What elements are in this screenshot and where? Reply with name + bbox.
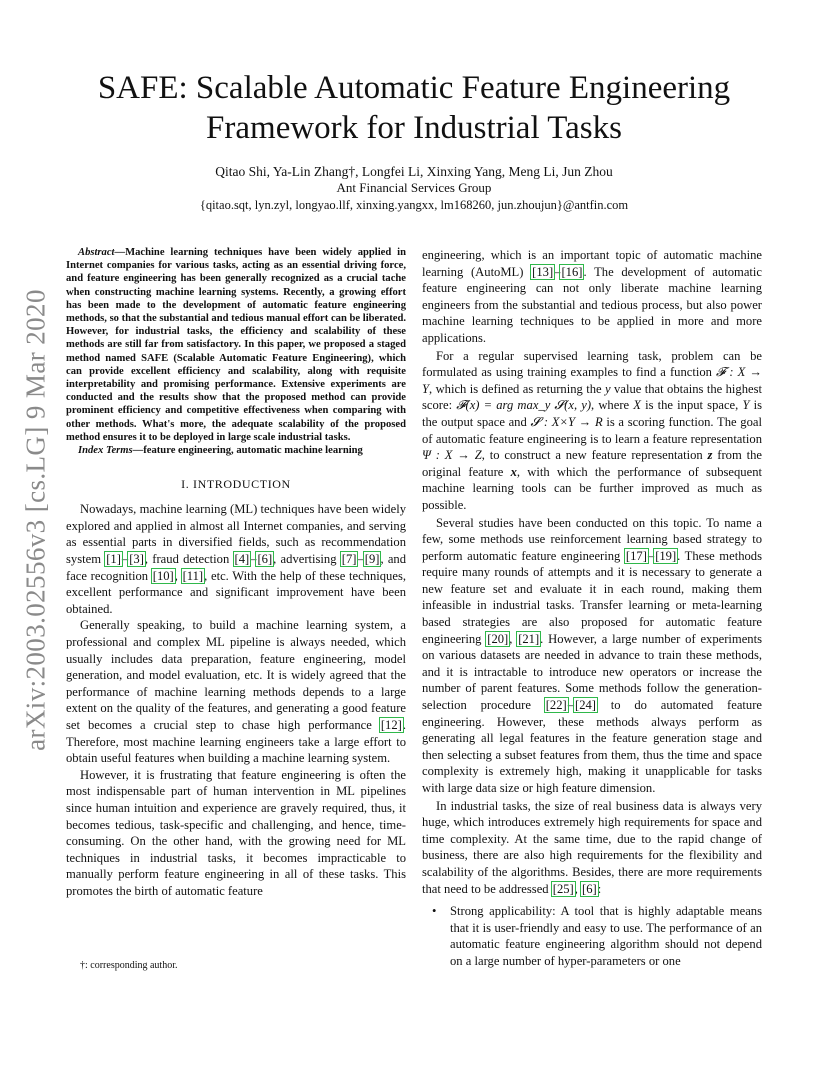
text-run: engineering, which is an important topic of automatic machine learning (AutoML) [422, 248, 762, 279]
intro-paragraph-4 [422, 247, 762, 347]
citation-link[interactable]: [11] [182, 568, 204, 583]
citation-link[interactable]: [3] [129, 552, 144, 567]
math-expression: z [707, 448, 713, 463]
citation-link[interactable]: [12] [380, 717, 402, 732]
text-run: is a scoring function. The goal of automatic feature engineering is to learn a feature representation [422, 414, 762, 446]
text-run: , and face recognition [66, 552, 407, 583]
citation-link[interactable]: [10] [152, 568, 174, 583]
text-run: – [121, 552, 129, 567]
text-run: . However, a large number of experiments on various datasets are needed in advance to train these methods, and it is intractable to introduce new operators or increase the number of parent features. Some methods follow the generation-selection procedure [422, 631, 762, 713]
text-run: value that obtains the highest score: [422, 381, 763, 413]
text-run: , to construct a new feature representation [481, 448, 708, 463]
bullet-icon: • [432, 904, 437, 919]
math-expression: y [605, 381, 611, 396]
arxiv-identifier: arXiv:2003.02556v3 [cs.LG] 9 Mar 2020 [20, 289, 51, 751]
math-expression: X [633, 398, 641, 413]
text-run: – [357, 552, 364, 567]
math-expression: Y [742, 398, 750, 413]
citation-link[interactable]: [25] [552, 881, 574, 896]
text-run: from the original feature [422, 448, 762, 479]
paper-title [60, 68, 768, 148]
citation-link[interactable]: [19] [655, 548, 677, 563]
text-run: . Therefore, most machine learning engineers take a large effort to obtain useful features when building a machine learning system. [66, 717, 406, 766]
intro-paragraph-6 [422, 515, 762, 797]
text-run: – [250, 552, 257, 567]
text-run: , [574, 881, 582, 896]
citation-link[interactable]: [17] [625, 548, 647, 563]
text-run: to do automated feature engineering. However, these methods always perform as generating all legal features in the feature generation stage and then selecting a subset features from them, thus the time and space complexity is extremely high, making it unapplicable for tasks with large data size or high feature dimension. [422, 698, 762, 795]
text-run: is the output space and [422, 398, 762, 429]
citation-link[interactable]: [4] [234, 552, 250, 567]
citation-link[interactable]: [9] [364, 552, 380, 567]
section-heading-introduction: I. INTRODUCTION [181, 477, 291, 492]
text-run: For a regular supervised learning task, problem can be formulated as using training examples to find a function [422, 348, 762, 380]
index-terms-label: Index Terms [78, 445, 133, 457]
citation-link[interactable]: [22] [545, 698, 567, 713]
intro-paragraph-7 [422, 798, 762, 898]
arxiv-sidebar-stamp [14, 290, 58, 750]
math-expression: 𝓢 : X×Y → R [530, 414, 603, 429]
citation-link[interactable]: [7] [341, 552, 357, 567]
text-run: : [597, 881, 602, 896]
intro-paragraph-5 [422, 348, 762, 514]
math-expression: x [510, 464, 517, 479]
bullet-item-strong-applicability [422, 903, 762, 969]
citation-link[interactable]: [1] [106, 552, 121, 567]
citation-link[interactable]: [6] [257, 552, 273, 567]
title-line-1: SAFE: Scalable Automatic Feature Engineering [97, 70, 731, 106]
text-run: Nowadays, machine learning (ML) techniques have been widely explored and applied in almost all Internet companies, and serving as essential parts in diversified fields, such as recommendation system [66, 502, 406, 567]
text-run: is the input space, [640, 398, 743, 413]
author-emails: {qitao.sqt, lyn.zyl, longyao.llf, xinxing.yangxx, lm168260, jun.zhoujun}@antfin.com [199, 198, 629, 212]
affiliation: Ant Financial Services Group [336, 180, 492, 195]
right-column [422, 246, 762, 970]
text-run: , fraud detection [144, 552, 234, 567]
abstract-label: Abstract [78, 247, 115, 258]
author-list: Qitao Shi, Ya-Lin Zhang†, Longfei Li, Xinxing Yang, Meng Li, Jun Zhou [215, 164, 613, 179]
bullet-text: Strong applicability: A tool that is highly adaptable means that it is user-friendly and easy to use. The performance of an automatic feature engineering algorithm should not depend on a large number of hyper-parameters or one [450, 904, 762, 968]
index-terms [66, 444, 406, 457]
footnote: †: corresponding author. [80, 960, 178, 971]
text-run: , where [591, 398, 634, 413]
math-expression: Ψ : X → Z [422, 448, 482, 463]
abstract [66, 246, 406, 444]
citation-link[interactable]: [13] [532, 264, 554, 279]
intro-paragraph-2 [66, 617, 406, 766]
index-terms-text: —feature engineering, automatic machine learning [132, 445, 363, 457]
text-run: , etc. With the help of these techniques, excellent performance and significant improvement have been obtained. [66, 568, 406, 616]
text-run: – [554, 264, 561, 279]
text-run: Generally speaking, to build a machine learning system, a professional and complex ML pipeline is always needed, which usually includes data preparation, feature engineering, model generation, and model evaluation, etc. It is widely agreed that the performance of machine learning methods depends to a large extent on the quality of the features, and generating a good feature set becomes a crucial step to chase high performance [66, 618, 406, 732]
citation-link[interactable]: [21] [518, 631, 540, 646]
text-run: – [567, 698, 574, 713]
abstract-text: —Machine learning techniques have been widely applied in Internet companies for various tasks, acting as an essential driving force, and feature engineering has been generally recognized as a crucial tache when constructing machine learning systems. Recently, a growing effort has been made to the development of automatic feature engineering methods, so that the substantial and tedious manual effort can be liberated. However, for industrial tasks, the efficiency and scalability of these methods are still far from satisfactory. In this paper, we proposed a staged method named SAFE (Scalable Automatic Feature Engineering), which can provide excellent efficiency and scalability, along with requisite interpretability and promising performance. Extensive experiments are conducted and the results show that the proposed method can provide prominent efficiency and competitive effectiveness when comparing with other methods. What's more, the adequate scalability of the proposed method ensures it to be deployed in large scale industrial tasks. [66, 247, 406, 443]
text-run: , [509, 631, 518, 646]
text-run: – [647, 548, 655, 563]
intro-paragraph-1 [66, 501, 406, 617]
citation-link[interactable]: [6] [582, 881, 597, 896]
intro-paragraph-3: However, it is frustrating that feature engineering is often the most indispensable part of human intervention in ML pipelines since human intuition and experience are gravely required, thus, it becomes tedious, task-specific and challenging, and hence, time-consuming. On the other hand, with the growing need for ML techniques in industrial tasks, it becomes impracticable to manually perform feature engineering in all of these tasks. This promotes the birth of automatic feature [66, 767, 406, 898]
text-run: , with which the performance of subsequent machine learning tools can be further improved as much as possible. [422, 464, 762, 512]
text-run: , advertising [273, 552, 341, 567]
math-expression: 𝓕 : X → Y [422, 365, 762, 396]
left-column [66, 246, 406, 900]
citation-link[interactable]: [20] [487, 631, 509, 646]
title-line-2: Framework for Industrial Tasks [206, 110, 622, 146]
text-run: Several studies have been conducted on this topic. To name a few, some methods use reinforcement learning based strategy to perform automatic feature engineering [422, 515, 762, 563]
citation-link[interactable]: [16] [561, 264, 583, 279]
text-run: . These methods require many rounds of attempts and it is necessary to generate a new feature set and evaluate it in each round, making them infeasible in industrial tasks. Transfer learning or meta-learning based strategies are also proposed for automatic feature engineering [422, 548, 762, 646]
citation-link[interactable]: [24] [575, 698, 596, 713]
text-run: In industrial tasks, the size of real business data is always very huge, which introduces extremely high requirements for space and time complexity. At the same time, due to the rapid change of business, there are also high requirements for the flexibility and scalability of the algorithms. Besides, there are more requirements that need to be addressed [422, 798, 762, 896]
text-run: , [174, 568, 182, 583]
text-run: . The development of automatic feature engineering can not only liberate machine learning engineers from the substantial and tedious process, but also power machine learning techniques to be applied in more and more applications. [422, 264, 762, 345]
text-run: , which is defined as returning the [429, 381, 606, 396]
math-expression: 𝓕(x) = arg max_y 𝓢(x, y) [456, 398, 592, 413]
